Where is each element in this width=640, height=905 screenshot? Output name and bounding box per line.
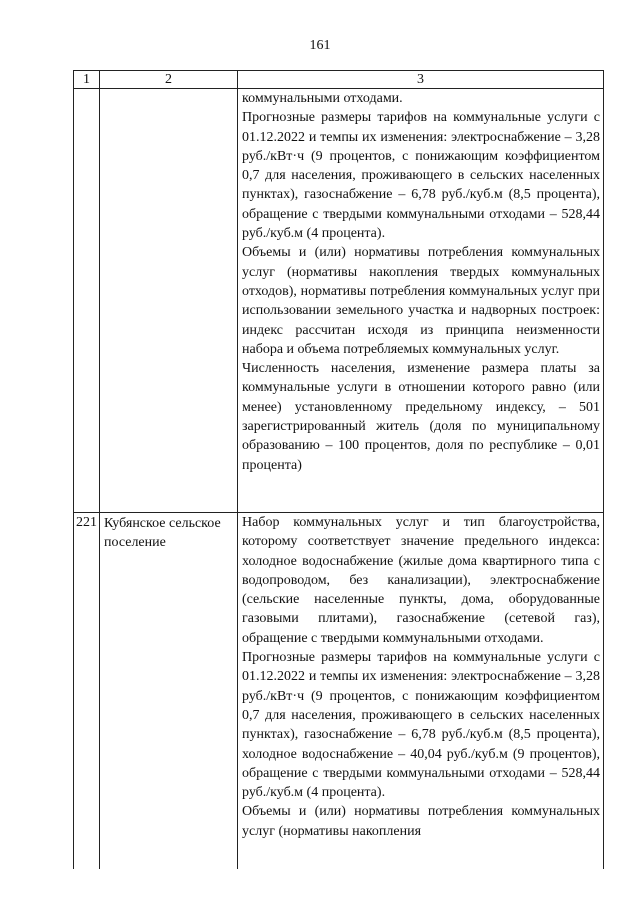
paragraph: коммунальными отходами. [242, 91, 403, 106]
paragraph: Прогнозные размеры тарифов на коммунальные услуги с 01.12.2022 и темпы их изменения: электроснабжение – 3,28 руб./кВт·ч (9 процентов, с понижающим коэффициентом 0,7 для населения, проживающего в сельских населенных пунктах), газоснабжение – 6,78 руб./куб.м (8,5 процента), обращение с твердыми коммунальными отходами – 528,44 руб./куб.м (4 процента). [242, 110, 600, 242]
row-number [74, 89, 100, 513]
row-description [238, 89, 604, 513]
header-col-2: 2 [100, 71, 238, 89]
paragraph: Численность населения, изменение размера платы за коммунальные услуги в отношении которого равно (или менее) установленному предельному индексу, – 501 зарегистрированный житель (доля по муниципальному образованию – 100 процентов, доля по республике – 0,01 процента) [242, 361, 600, 473]
paragraph: Объемы и (или) нормативы потребления коммунальных услуг (нормативы накопления [242, 804, 600, 839]
table-row [74, 89, 604, 513]
paragraph: Объемы и (или) нормативы потребления коммунальных услуг (нормативы накопления твердых коммунальных отходов), нормативы потребления коммунальных услуг при использовании земельного участка и надворных построек: индекс рассчитан исходя из принципа неизменности набора и объема потребляемых коммунальных услуг. [242, 245, 600, 357]
row-description [238, 513, 604, 870]
paragraph: Прогнозные размеры тарифов на коммунальные услуги с 01.12.2022 и темпы их изменения: электроснабжение – 3,28 руб./кВт·ч (9 процентов, с понижающим коэффициентом 0,7 для населения, проживающего в сельских населенных пунктах), газоснабжение – 6,78 руб./куб.м (8,5 процента), холодное водоснабжение – 40,04 руб./куб.м (9 процентов), обращение с твердыми коммунальными отходами – 528,44 руб./куб.м (4 процента). [242, 650, 600, 801]
tariff-table [73, 70, 604, 869]
page-number: 161 [309, 38, 331, 53]
table-header-row [74, 71, 604, 89]
table-row [74, 513, 604, 870]
header-col-3: 3 [238, 71, 604, 89]
settlement-name: Кубянское сельское поселение [100, 513, 238, 870]
row-number: 221 [74, 513, 100, 870]
paragraph: Набор коммунальных услуг и тип благоустройства, которому соответствует значение предельного индекса: холодное водоснабжение (жилые дома квартирного типа с водопроводом, без канализации), электроснабжение (сельские населенные пункты, дома, оборудованные газовыми плитами), газоснабжение (сетевой газ), обращение с твердыми коммунальными отходами. [242, 515, 600, 646]
header-col-1: 1 [74, 71, 100, 89]
settlement-name [100, 89, 238, 513]
